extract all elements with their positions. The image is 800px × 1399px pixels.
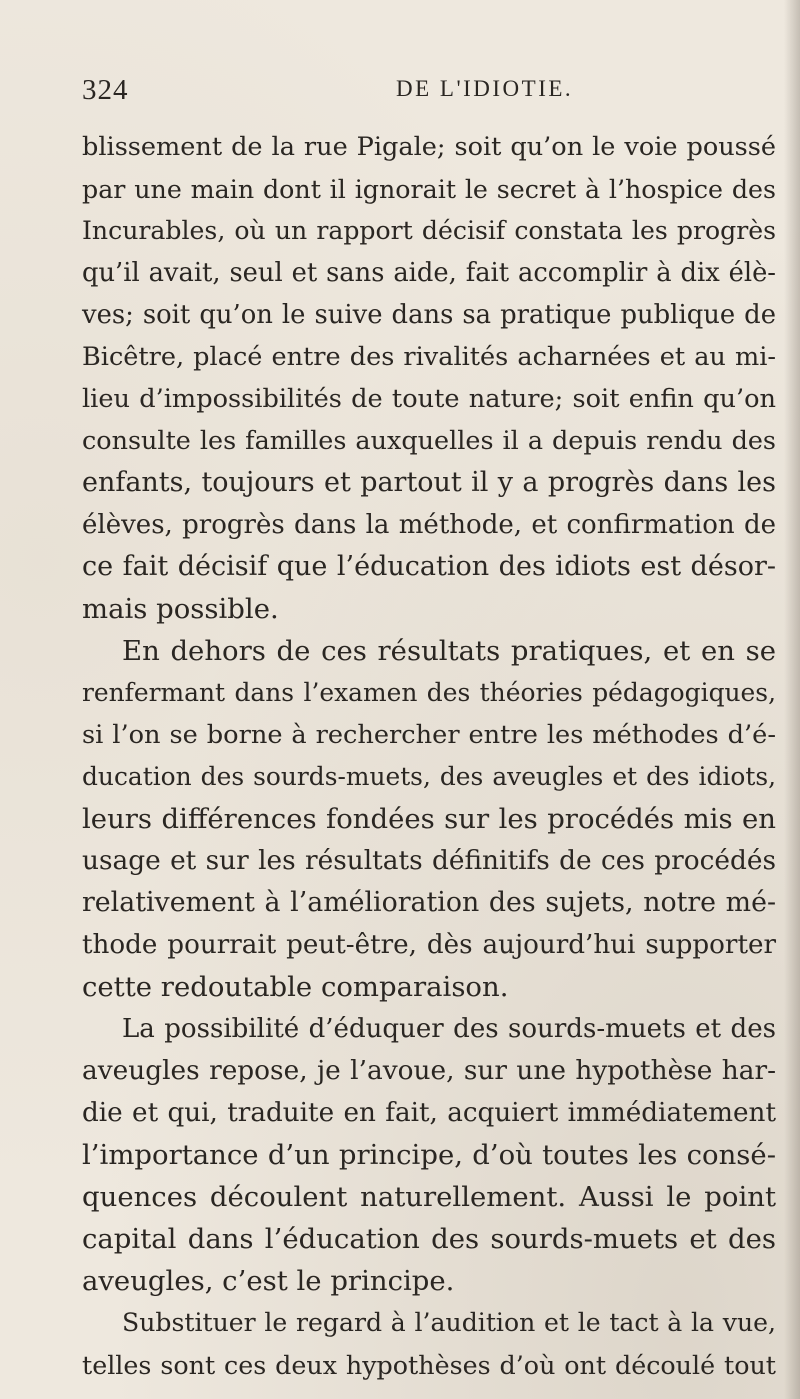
text-line: relativement à l’amélioration des sujets, notre mé- xyxy=(82,887,776,918)
running-head xyxy=(82,74,782,114)
paragraph-start-line: Substituer le regard à l’audition et le tact à la vue, xyxy=(122,1308,776,1337)
text-line: die et qui, traduite en fait, acquiert immédiatement xyxy=(82,1098,776,1128)
text-line: blissement de la rue Pigale; soit qu’on le voie poussé xyxy=(82,132,776,162)
page-edge-shadow xyxy=(784,0,800,1399)
text-line: Bicêtre, placé entre des rivalités acharnées et au mi- xyxy=(82,342,776,372)
page-number: 324 xyxy=(82,74,129,106)
text-line: capital dans l’éducation des sourds-muets et des xyxy=(82,1223,776,1255)
paragraph-end-line: mais possible. xyxy=(82,593,279,625)
text-line: aveugles repose, je l’avoue, sur une hypothèse har- xyxy=(82,1056,776,1086)
body-text xyxy=(82,126,776,1386)
text-line: par une main dont il ignorait le secret à l’hospice des xyxy=(82,174,776,204)
paragraph-start-line: La possibilité d’éduquer des sourds-muets et des xyxy=(122,1014,776,1044)
text-line: ce fait décisif que l’éducation des idiots est désor- xyxy=(82,551,776,582)
paragraph-end-line: aveugles, c’est le principe. xyxy=(82,1265,455,1297)
paragraph-end-line: cette redoutable comparaison. xyxy=(82,971,509,1003)
text-line: leurs différences fondées sur les procédés mis en xyxy=(82,803,776,835)
text-line: lieu d’impossibilités de toute nature; soit enfin qu’on xyxy=(82,384,776,414)
paragraph-start-line: En dehors de ces résultats pratiques, et en se xyxy=(122,635,776,667)
text-line: renfermant dans l’examen des théories pédagogiques, xyxy=(82,678,776,707)
text-line: ducation des sourds-muets, des aveugles et des idiots, xyxy=(82,762,776,791)
text-line: enfants, toujours et partout il y a progrès dans les xyxy=(82,467,776,498)
text-line: ves; soit qu’on le suive dans sa pratique publique de xyxy=(82,300,776,330)
text-line: quences découlent naturellement. Aussi le point xyxy=(82,1181,776,1213)
text-line: thode pourrait peut-être, dès aujourd’hui supporter xyxy=(82,930,776,960)
text-line: l’importance d’un principe, d’où toutes les consé- xyxy=(82,1139,776,1171)
text-line: élèves, progrès dans la méthode, et confirmation de xyxy=(82,510,776,540)
text-line: si l’on se borne à rechercher entre les méthodes d’é- xyxy=(82,720,776,750)
running-title: DE L'IDIOTIE. xyxy=(396,76,574,101)
text-line: telles sont ces deux hypothèses d’où ont découlé tout xyxy=(82,1350,776,1380)
text-line: usage et sur les résultats définitifs de ces procédés xyxy=(82,846,776,876)
text-line: consulte les familles auxquelles il a depuis rendu des xyxy=(82,426,776,456)
text-line: qu’il avait, seul et sans aide, fait accomplir à dix élè- xyxy=(82,258,776,288)
text-line: Incurables, où un rapport décisif constata les progrès xyxy=(82,216,776,245)
